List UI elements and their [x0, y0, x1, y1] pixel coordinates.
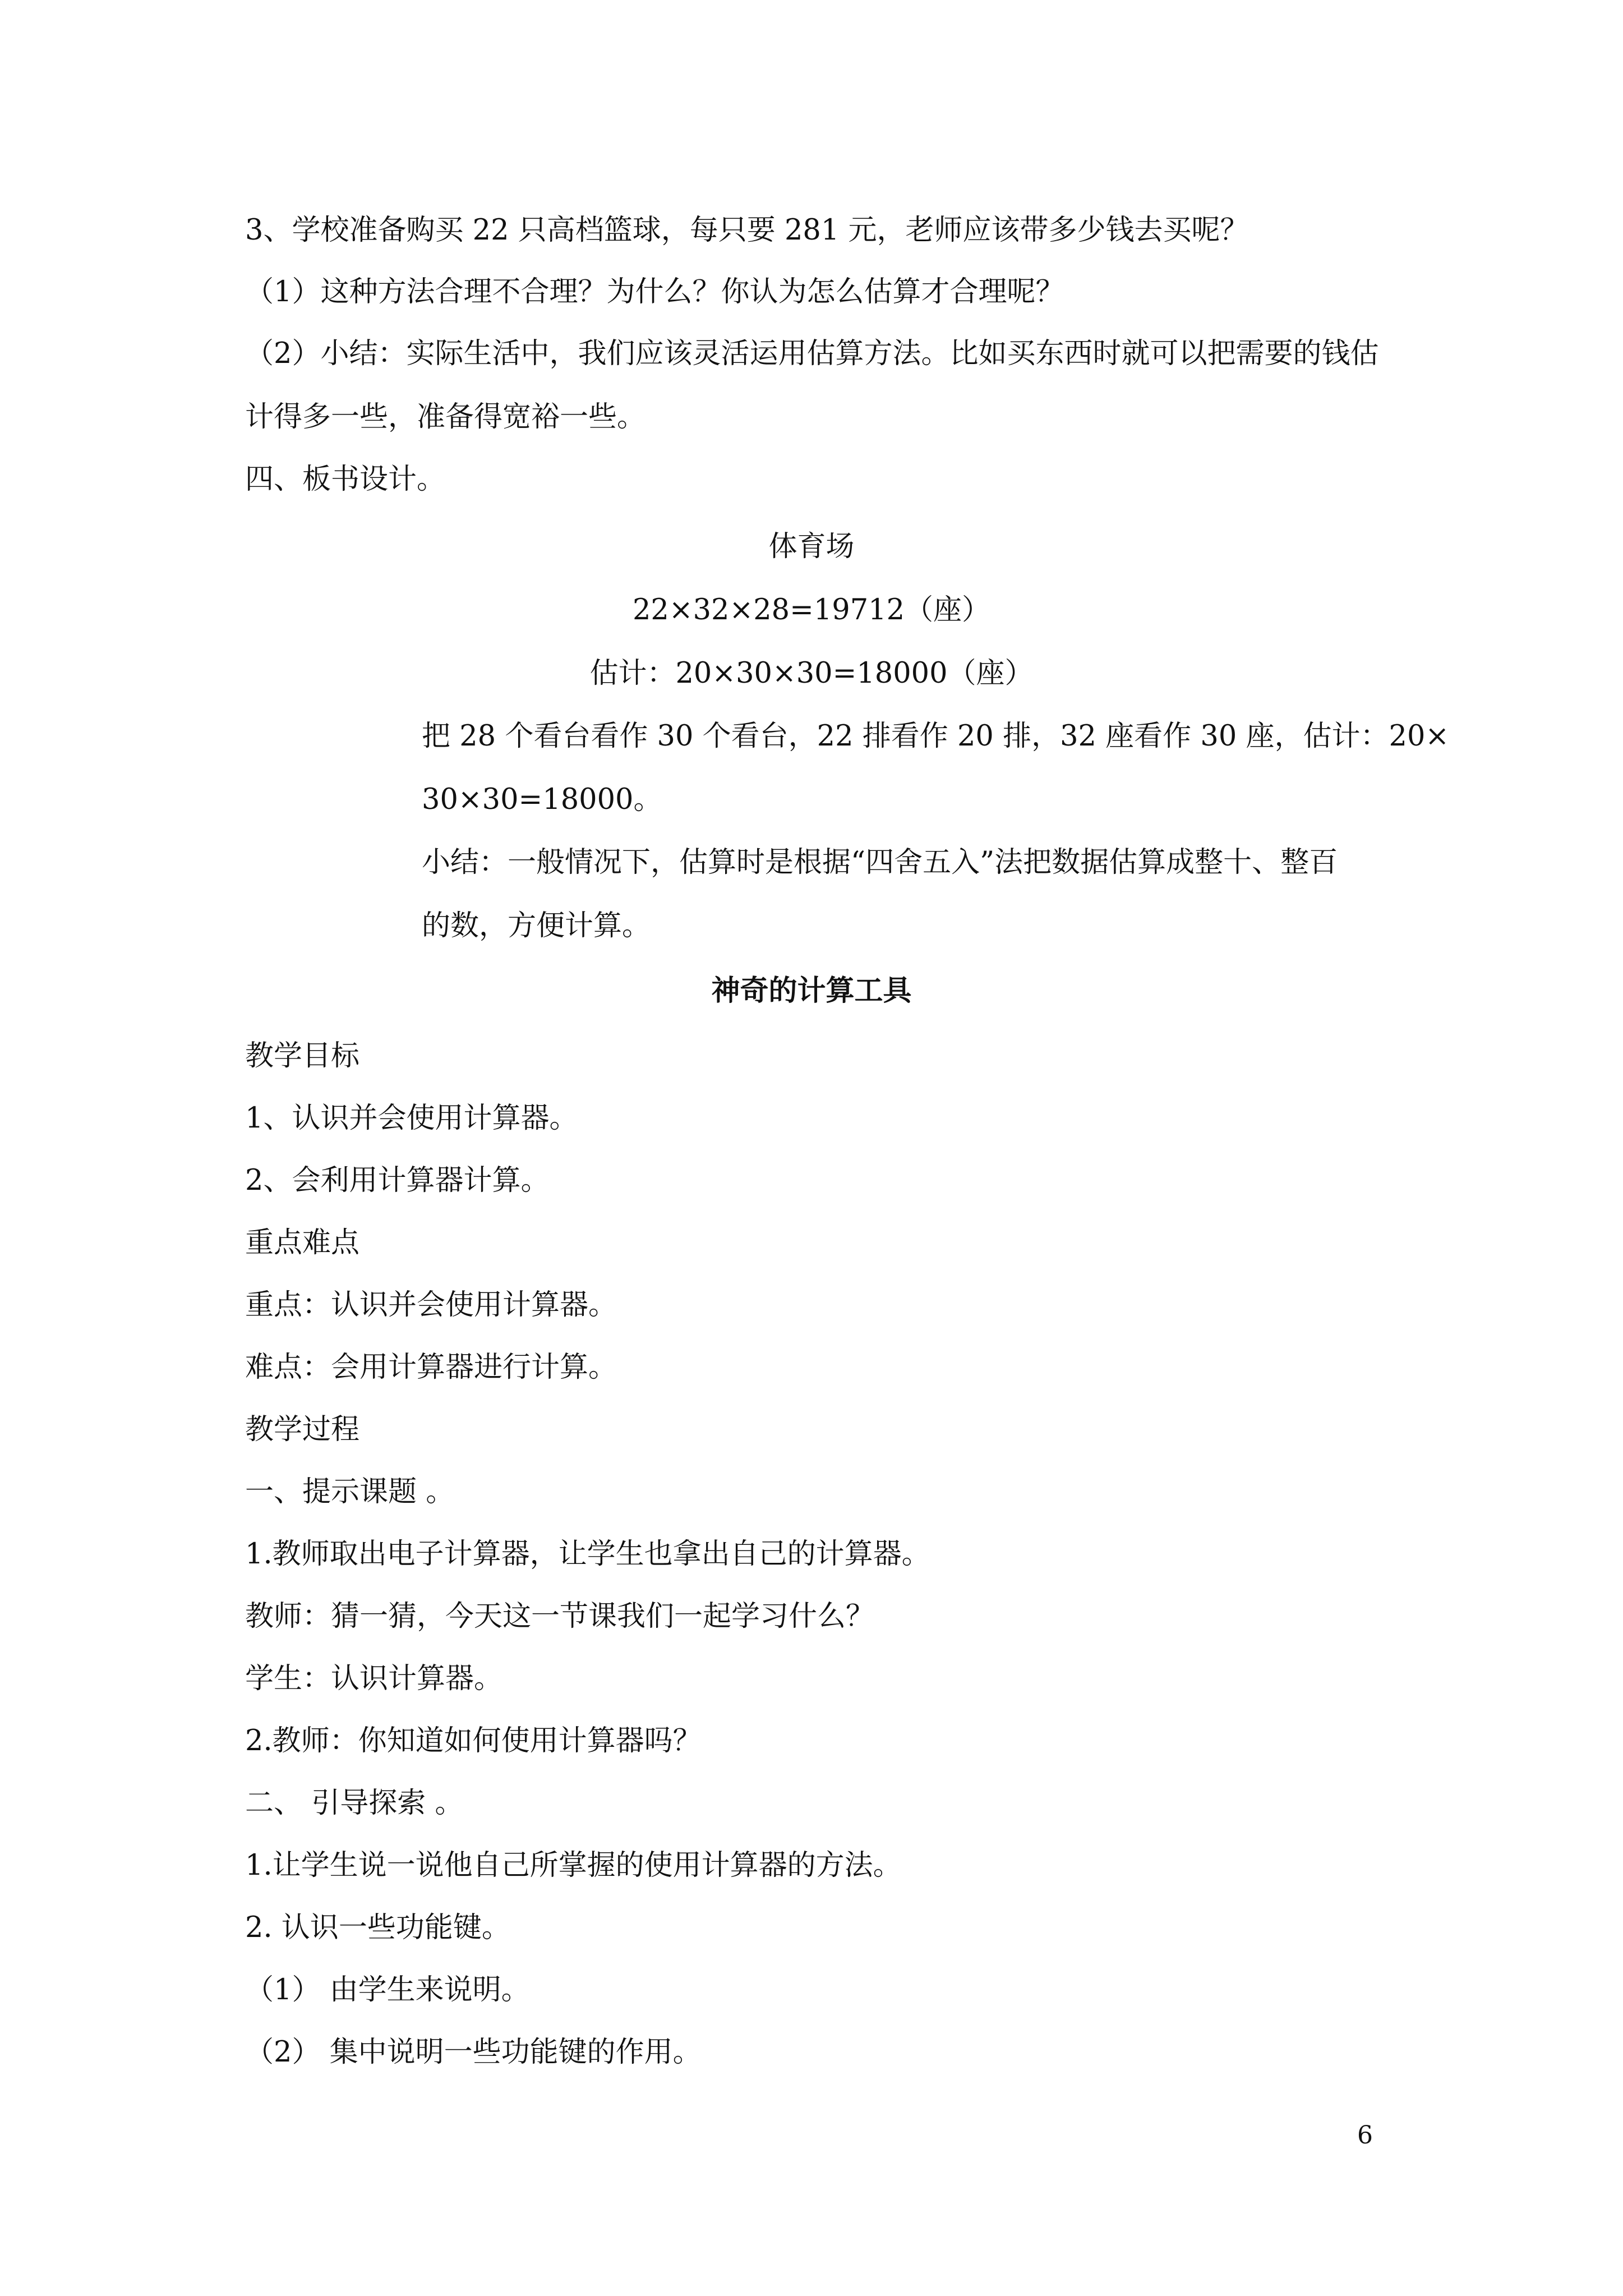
- lesson-line: （1） 由学生来说明。: [245, 1973, 530, 2007]
- board-note-1-line-2: 30×30=18000。: [422, 783, 662, 816]
- lesson-line: 教学过程: [245, 1413, 360, 1446]
- paragraph-question-3: 3、学校准备购买 22 只高档篮球，每只要 281 元，老师应该带多少钱去买呢？: [245, 214, 1249, 247]
- section-heading-board-design: 四、板书设计。: [245, 463, 446, 496]
- board-title: 体育场: [768, 530, 855, 563]
- lesson-line: （2） 集中说明一些功能键的作用。: [245, 2036, 702, 2069]
- board-note-2-line-2: 的数，方便计算。: [422, 909, 651, 942]
- lesson-line: 2.教师：你知道如何使用计算器吗？: [245, 1724, 702, 1757]
- board-equation-exact: 22×32×28=19712（座）: [632, 593, 991, 627]
- board-note-2-line-1: 小结：一般情况下，估算时是根据“四舍五入”法把数据估算成整十、整百: [422, 846, 1338, 879]
- lesson-line: 教师：猜一猜，今天这一节课我们一起学习什么？: [245, 1600, 875, 1633]
- page-number: 6: [1357, 2121, 1373, 2150]
- board-note-1-line-1: 把 28 个看台看作 30 个看台，22 排看作 20 排，32 座看作 30 座，估计：20×: [422, 720, 1450, 753]
- paragraph-sub-1: （1）这种方法合理不合理？为什么？你认为怎么估算才合理呢？: [245, 275, 1064, 309]
- lesson-line: 1.让学生说一说他自己所掌握的使用计算器的方法。: [245, 1849, 902, 1882]
- lesson-line: 1.教师取出电子计算器，让学生也拿出自己的计算器。: [245, 1538, 930, 1571]
- lesson-line: 重点难点: [245, 1226, 360, 1259]
- lesson-line: 2、会利用计算器计算。: [245, 1164, 550, 1197]
- lesson-line: 教学目标: [245, 1039, 360, 1073]
- board-equation-estimate: 估计：20×30×30=18000（座）: [589, 657, 1034, 690]
- paragraph-sub-2-line-1: （2）小结：实际生活中，我们应该灵活运用估算方法。比如买东西时就可以把需要的钱估: [245, 337, 1379, 370]
- lesson-line: 一、提示课题 。: [245, 1475, 455, 1508]
- lesson-line: 二、 引导探索 。: [245, 1787, 464, 1820]
- lesson-line: 重点：认识并会使用计算器。: [245, 1289, 617, 1322]
- lesson-line: 难点：会用计算器进行计算。: [245, 1351, 617, 1384]
- lesson-line: 学生：认识计算器。: [245, 1662, 503, 1695]
- paragraph-sub-2-line-2: 计得多一些，准备得宽裕一些。: [245, 401, 646, 434]
- lesson-title: 神奇的计算工具: [711, 974, 912, 1007]
- lesson-line: 1、认识并会使用计算器。: [245, 1102, 578, 1135]
- lesson-line: 2. 认识一些功能键。: [245, 1911, 510, 1944]
